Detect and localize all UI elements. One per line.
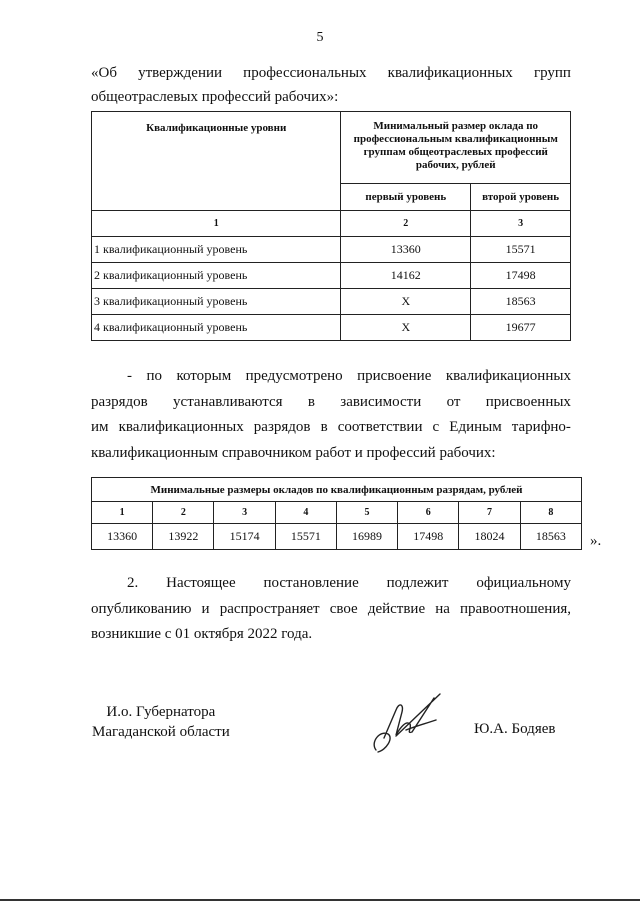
level-cell: 2 квалификационный уровень [92,263,341,289]
level-cell: 1 квалификационный уровень [92,237,341,263]
para2-word: устанавливаются [173,393,283,410]
grade-number-cell: 5 [336,502,397,524]
grade-salary-cell: 15571 [275,524,336,550]
table-row [92,289,571,315]
grades-paragraph [91,364,571,466]
first-level-cell: Х [341,289,471,315]
para3-word: и [201,600,210,617]
para2-word: разрядов [253,419,311,435]
first-level-cell: Х [341,315,471,341]
para3-line-2 [91,597,571,623]
para2-word: Единым [449,419,502,435]
para2-word: которым [176,368,232,384]
publication-paragraph [91,571,571,648]
grade-salary-cell: 18024 [459,524,520,550]
grade-salary-cell: 16989 [336,524,397,550]
second-level-cell: 19677 [471,315,571,341]
grade-number-cell: 8 [520,502,581,524]
para2-word: им [91,419,109,435]
grade-number-cell: 6 [398,502,459,524]
para3-word: свое [329,600,358,617]
level-cell: 3 квалификационный уровень [92,289,341,315]
table-row [92,237,571,263]
sub-header-second-level: второй уровень [471,184,571,211]
grade-salary-cell: 13360 [92,524,153,550]
para2-line-3 [91,415,571,441]
grades-table-header: Минимальные размеры окладов по квалификационным разрядам, рублей [92,478,582,502]
grade-number-cell: 4 [275,502,336,524]
table-row [92,263,571,289]
para2-word: присвоение [357,368,432,384]
para3-word: опубликованию [91,600,192,617]
intro-word: утверждении [138,65,223,81]
bottom-scan-line [0,899,640,901]
signatory-title-line-1: И.о. Губернатора [106,704,216,720]
para3-line-1 [91,571,571,597]
sub-header-first-level: первый уровень [341,184,471,211]
intro-word: групп [533,65,571,81]
para2-word: тарифно- [511,419,571,435]
table-row [92,315,571,341]
grade-salary-cell: 17498 [398,524,459,550]
intro-paragraph [91,61,571,109]
first-level-cell: 14162 [341,263,471,289]
para3-line-3: возникшие с 01 октября 2022 года. [91,626,313,642]
grades-salary-table [91,477,582,550]
intro-word: «Об [91,65,117,81]
para2-word: в [307,393,315,410]
para3-word: Настоящее [166,575,236,591]
level-cell: 4 квалификационный уровень [92,315,341,341]
grade-salary-cell: 13922 [153,524,214,550]
para3-word: 2. [127,575,139,591]
para2-line-4: квалификационным справочником работ и профессий рабочих: [91,444,496,461]
intro-line-1 [91,61,571,85]
intro-word: профессиональных [243,65,367,81]
para2-word: - [127,368,132,384]
para2-word: в [320,419,328,435]
para3-word: официальному [476,575,571,591]
col1-header: Квалификационные уровни [92,112,341,211]
para2-word: по [146,368,162,384]
second-level-cell: 15571 [471,237,571,263]
qualification-levels-table [91,111,571,341]
para3-word: подлежит [386,575,449,591]
para2-line-1 [91,364,571,390]
closing-quote: ». [590,533,602,549]
para3-word: на [435,600,450,617]
para2-word: присвоенных [485,393,571,410]
grade-salary-cell: 15174 [214,524,275,550]
signatory-title [92,702,230,742]
para2-word: соответствии [337,419,423,435]
para3-word: правоотношения, [460,600,571,617]
para2-word: зависимости [340,393,422,410]
index-cell: 2 [341,211,471,237]
grade-number-cell: 2 [153,502,214,524]
intro-word: квалификационных [387,65,513,81]
grade-number-cell: 3 [214,502,275,524]
para3-word: постановление [263,575,359,591]
grade-salary-cell: 18563 [520,524,581,550]
para2-word: разрядов [91,393,148,410]
para2-word: квалификационных [118,419,244,435]
para2-word: с [432,419,440,435]
para2-word: от [446,393,461,410]
intro-line-2: общеотраслевых профессий рабочих»: [91,89,339,105]
group-header: Минимальный размер оклада по профессиональным квалификационным группам общеотраслевых профессий рабочих, рублей [341,112,571,184]
index-cell: 1 [92,211,341,237]
para3-word: распространяет [219,600,320,617]
para2-word: предусмотрено [245,368,343,384]
second-level-cell: 18563 [471,289,571,315]
grade-number-cell: 1 [92,502,153,524]
grade-number-cell: 7 [459,502,520,524]
signatory-name: Ю.А. Бодяев [474,721,556,737]
para2-word: квалификационных [445,368,571,384]
second-level-cell: 17498 [471,263,571,289]
index-cell: 3 [471,211,571,237]
para3-word: действие [367,600,426,617]
handwritten-signature [366,690,446,760]
page-number: 5 [316,30,324,45]
first-level-cell: 13360 [341,237,471,263]
para2-line-2 [91,390,571,416]
signatory-title-line-2: Магаданской области [92,724,230,740]
